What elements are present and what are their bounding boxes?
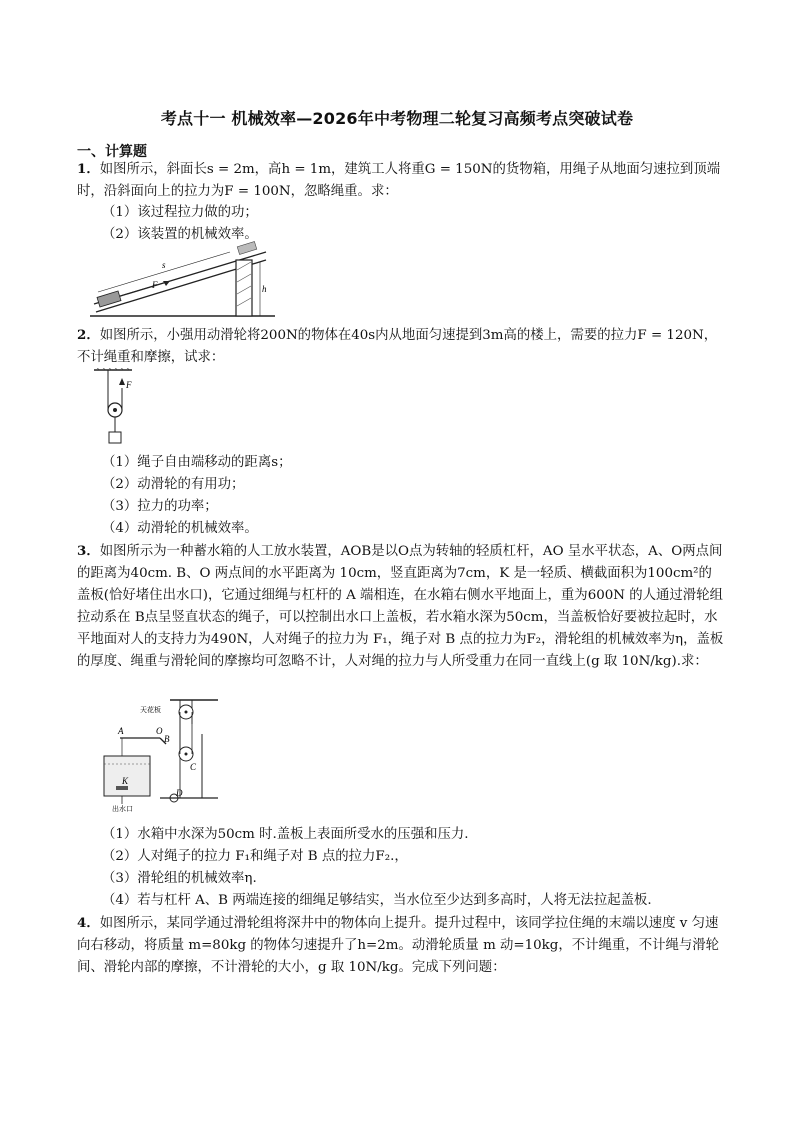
height-label: h <box>262 284 267 294</box>
force-label: F <box>152 280 158 290</box>
question-3 <box>77 540 725 673</box>
question-4-number: 4． <box>77 915 100 931</box>
question-1 <box>77 158 725 203</box>
question-3-sub-2: （2）人对绳子的拉力 F₁和绳子对 B 点的拉力F₂.， <box>102 849 408 864</box>
page-title: 考点十一 机械效率—2026年中考物理二轮复习高频考点突破试卷 <box>160 109 634 128</box>
question-4-text: 如图所示，某同学通过滑轮组将深井中的物体向上提升。提升过程中，该同学拉住绳的末端以速度 v 匀速向右移动，将质量 m=80kg 的物体匀速提升了h=2m。动滑轮质量 m 动=10kg，不计绳重，不计绳与滑轮间、滑轮内部的摩擦，不计滑轮的大小，g 取 10N/kg。完成下列问题： <box>77 916 720 975</box>
cover-k-label: K <box>122 776 129 786</box>
question-3-text: 如图所示为一种蓄水箱的人工放水装置，AOB是以O点为转轴的轻质杠杆，AO 呈水平状态，A、O两点间的距离为40cm. B、O 两点间的水平距离为 10cm，竖直距离为7cm，K 是一轻质、横截面积为100cm²的盖板(恰好堵住出水口)，它通过细绳与杠杆的 A 端相连，在水箱右侧水平地面上，重为600N 的人通过滑轮组拉动系在 B点呈竖直状态的绳子，可以控制出水口上盖板，若水箱水深为50cm，当盖板恰好要被拉起时，水平地面对人的支持力为490N，人对绳子的拉力为 F₁，绳子对 B 点的拉力为F₂，滑轮组的机械效率为η，盖板的厚度、绳重与滑轮间的摩擦均可忽略不计，人对绳的拉力与人所受重力在同一直线上(g 取 10N/kg).求： <box>77 544 724 669</box>
question-3-sub-1: （1）水箱中水深为50cm 时.盖板上表面所受水的压强和压力. <box>102 827 469 842</box>
point-a-label: A <box>118 726 124 736</box>
incline-figure <box>90 226 275 321</box>
pulley-force-label: F <box>126 380 132 390</box>
pulley-c-label: C <box>190 762 197 772</box>
question-2-sub-4: （4）动滑轮的机械效率。 <box>102 521 258 536</box>
point-o-label: O <box>156 726 163 736</box>
section-heading: 一、计算题 <box>77 144 147 160</box>
question-3-sub-3: （3）滑轮组的机械效率η. <box>102 871 257 886</box>
question-2-sub-3: （3）拉力的功率； <box>102 499 218 514</box>
question-2-sub-1: （1）绳子自由端移动的距离s； <box>102 455 292 470</box>
question-2 <box>77 324 725 369</box>
question-1-text: 如图所示，斜面长s = 2m，高h = 1m，建筑工人将重G = 150N的货物箱，用绳子从地面匀速拉到顶端时，沿斜面向上的拉力为F = 100N，忽略绳重。求： <box>77 162 721 199</box>
question-2-sub-2: （2）动滑轮的有用功； <box>102 477 245 492</box>
question-1-sub-1: （1）该过程拉力做的功； <box>102 205 258 220</box>
question-3-sub-4: （4）若与杠杆 A、B 两端连接的细绳足够结实，当水位至少达到多高时，人将无法拉起盖板. <box>102 893 652 908</box>
question-1-sub-2: （2）该装置的机械效率。 <box>102 227 258 242</box>
ceiling-label: 天花板 <box>140 706 161 714</box>
question-2-text: 如图所示，小强用动滑轮将200N的物体在40s内从地面匀速提到3m高的楼上，需要的拉力F = 120N，不计绳重和摩擦，试求： <box>77 328 718 365</box>
question-1-number: 1． <box>77 161 100 177</box>
question-3-number: 3． <box>77 543 100 559</box>
outlet-label: 出水口 <box>112 805 133 812</box>
length-label: s <box>162 260 166 270</box>
point-b-label: B <box>164 734 170 744</box>
water-tank-figure <box>100 694 220 812</box>
question-2-number: 2． <box>77 327 100 343</box>
point-d-label: D <box>176 788 183 798</box>
pulley-figure <box>92 368 142 450</box>
question-4 <box>77 912 725 979</box>
